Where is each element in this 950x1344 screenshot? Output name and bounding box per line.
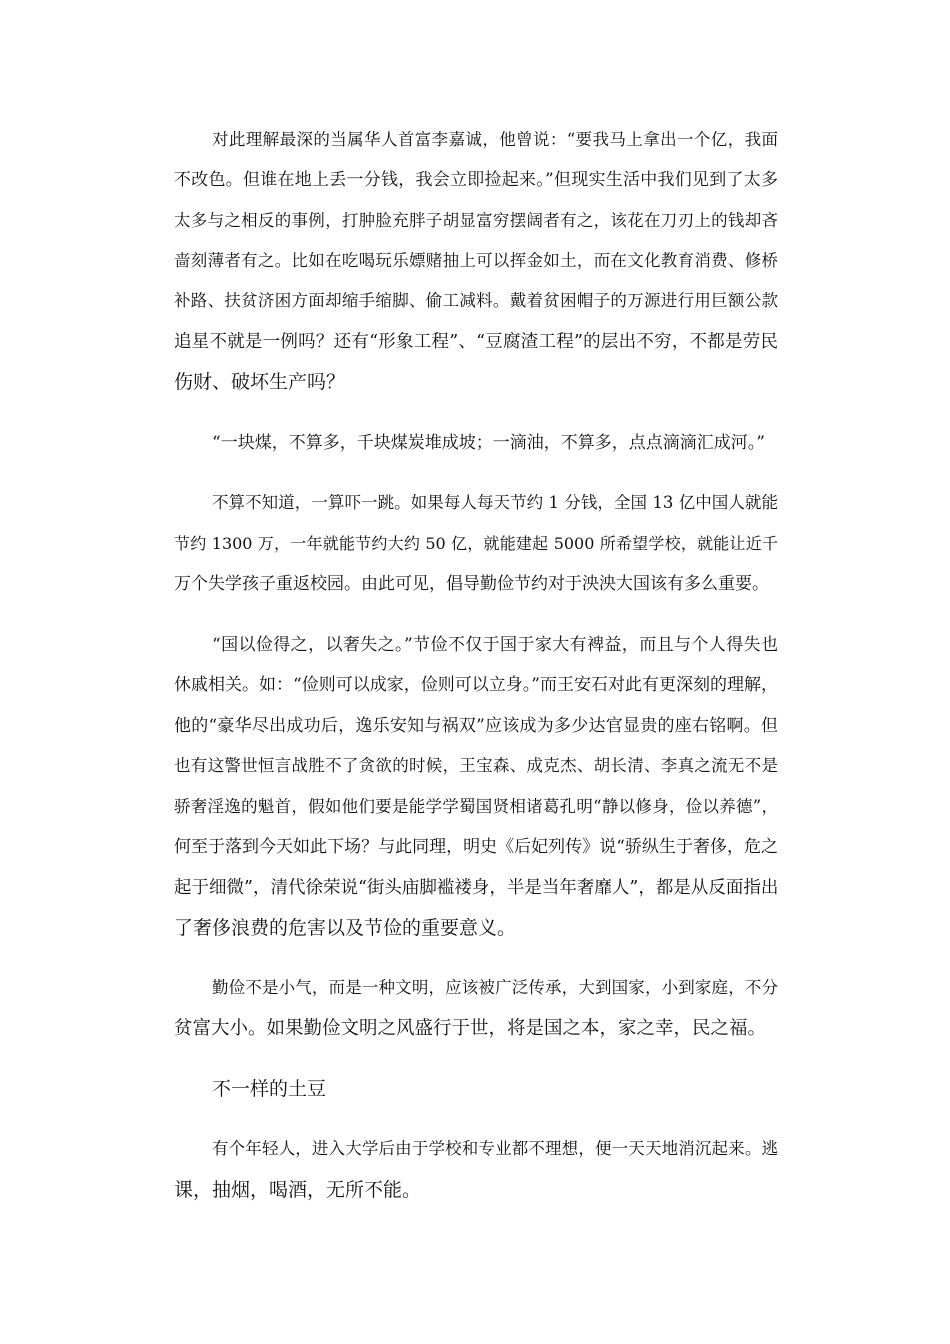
text-line: 有个年轻人，进入大学后由于学校和专业都不理想，便一天天地消沉起来。逃 xyxy=(212,1139,778,1158)
text-line: 了奢侈浪费的危害以及节俭的重要意义。 xyxy=(174,917,517,939)
text-line: 勤俭不是小气，而是一种文明，应该被广泛传承，大到国家，小到家庭，不分 xyxy=(212,978,778,997)
text-line: 啬刻薄者有之。比如在吃喝玩乐嫖赌抽上可以挥金如土，而在文化教育消费、修桥 xyxy=(174,251,778,270)
text-line: 万个失学孩子重返校园。由此可见，倡导勤俭节约对于泱泱大国该有多么重要。 xyxy=(174,574,769,594)
text-line: 起于细微”，清代徐荣说“街头庙脚褴褛身，半是当年奢靡人”，都是从反面指出 xyxy=(174,878,779,898)
text-line: “一块煤，不算多，千块煤炭堆成坡；一滴油，不算多，点点滴滴汇成河。” xyxy=(212,433,765,453)
text-line: 也有这警世恒言战胜不了贪欲的时候，王宝森、成克杰、胡长清、李真之流无不是 xyxy=(174,756,778,775)
text-line: 休戚相关。如：“俭则可以成家，俭则可以立身。”而王安石对此有更深刻的理解， xyxy=(174,675,778,695)
text-line: “国以俭得之，以奢失之。”节俭不仅于国于家大有裨益，而且与个人得失也 xyxy=(212,635,778,655)
text-line: 他的“豪华尽出成功后，逸乐安知与祸双”应该成为多少达官显贵的座右铭啊。但 xyxy=(174,716,778,736)
heading-text: 不一样的土豆 xyxy=(212,1078,327,1100)
text-line: 伤财、破坏生产吗？ xyxy=(174,371,346,393)
text-line: 不改色。但谁在地上丢一分钱，我会立即捡起来。”但现实生活中我们见到了太多 xyxy=(174,170,778,190)
text-line: 节约 1300 万，一年就能节约大约 50 亿，就能建起 5000 所希望学校，就能让近千 xyxy=(174,534,778,553)
text-line: 太多与之相反的事例，打肿脸充胖子胡显富穷摆阔者有之，该花在刀刃上的钱却吝 xyxy=(174,211,778,230)
text-line: 贫富大小。如果勤俭文明之风盛行于世，将是国之本，家之幸，民之福。 xyxy=(174,1018,767,1039)
text-line: 何至于落到今天如此下场？与此同理，明史《后妃列传》说“骄纵生于奢侈，危之 xyxy=(174,837,778,857)
text-line: 不算不知道，一算吓一跳。如果每人每天节约 1 分钱，全国 13 亿中国人就能 xyxy=(212,493,778,512)
text-line: 课，抽烟，喝酒，无所不能。 xyxy=(174,1179,422,1201)
text-line: 骄奢淫逸的魁首，假如他们要是能学学蜀国贤相诸葛孔明“静以修身，俭以养德”， xyxy=(174,797,778,816)
text-line: 补路、扶贫济困方面却缩手缩脚、偷工减料。戴着贫困帽子的万源进行用巨额公款 xyxy=(174,291,778,310)
text-line: 追星不就是一例吗？还有“形象工程”、“豆腐渣工程”的层出不穷，不都是劳民 xyxy=(174,332,778,352)
text-line: 对此理解最深的当属华人首富李嘉诚，他曾说：“要我马上拿出一个亿，我面 xyxy=(212,130,778,149)
